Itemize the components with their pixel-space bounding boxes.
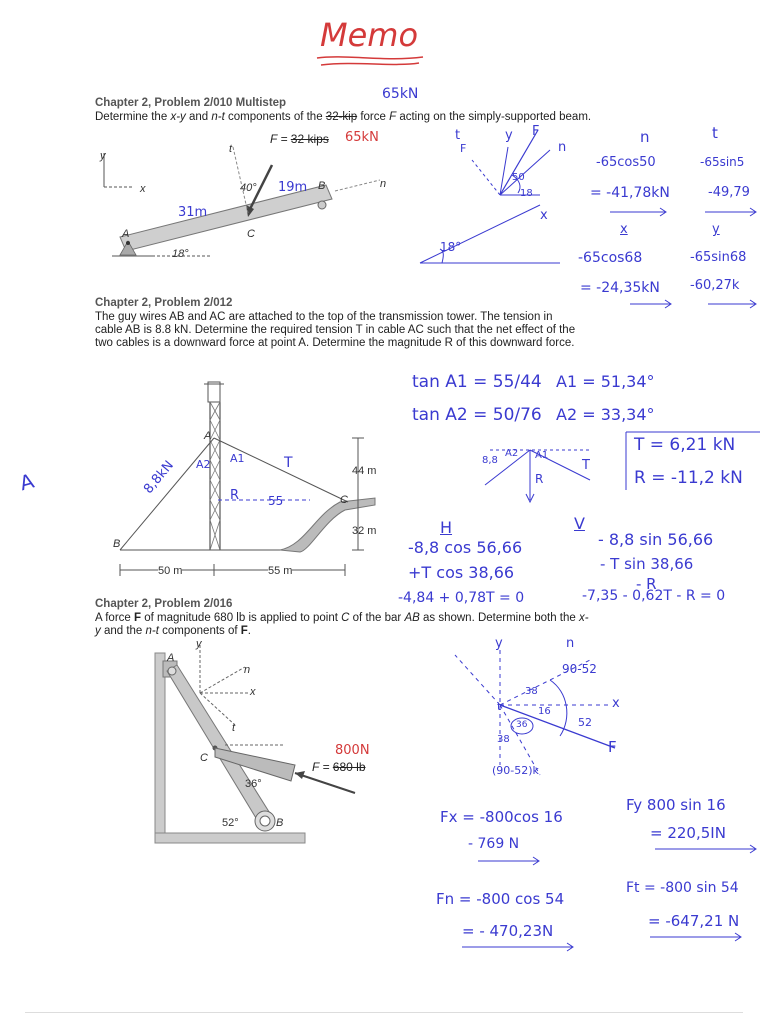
p3-calc-ft2: = -647,21 N: [648, 912, 740, 930]
memo-underline: [315, 52, 425, 72]
p2-calc-a1: A1 = 51,34°: [556, 372, 655, 391]
p1-calc-n2: = -41,78kN: [590, 185, 670, 201]
p1-sk-t: t: [455, 128, 461, 143]
p1-sk-n: n: [558, 140, 567, 155]
p2-fbd-88: 8,8: [482, 455, 498, 466]
p2-calc-v3: - R: [636, 575, 657, 593]
p1-calc-arrows2: [630, 297, 760, 311]
p2-calc-a2: A2 = 33,34°: [556, 405, 655, 424]
p3-fig-t: t: [232, 722, 236, 734]
p1-calc-arrows1: [610, 205, 760, 219]
p2-fig-hwA2: A2: [196, 458, 211, 471]
p2-fig-d55: 55 m: [268, 565, 293, 577]
p1-calc-x1: -65cos68: [578, 250, 643, 266]
p3-text1: A force F of magnitude 680 lb is applied to point C of the bar AB as shown. Determine both the x-: [95, 612, 589, 624]
p3-calc-fy2: = 220,5IN: [650, 824, 726, 842]
p2-fig-B: B: [113, 538, 121, 550]
p2-calc-tan1: tan A1 = 55/44: [412, 372, 542, 392]
p1-question: Determine the x-y and n-t components of the 32-kip force F acting on the simply-supported beam.: [95, 111, 592, 123]
p2-text3: two cables is a downward force at point A. Determine the magnitude R of this downward force.: [95, 337, 575, 349]
p3-calc-fn1: Fn = -800 cos 54: [436, 890, 565, 908]
p3-calc-fx1: Fx = -800cos 16: [440, 808, 563, 826]
p2-fig-hwT: T: [284, 455, 293, 471]
p2-fbd-T: T: [582, 458, 590, 473]
p1-fig-hw-force: 65kN: [345, 130, 379, 145]
p3-bar-figure: [155, 645, 355, 845]
p2-fbd-sketch: [480, 440, 620, 510]
p2-fig-h32: 32 m: [352, 525, 377, 537]
p1-sk-a18: 18: [520, 188, 533, 199]
p2-calc-H: H: [440, 518, 453, 537]
p1-sk-a50: 50: [512, 172, 525, 183]
p1-fig-B: B: [318, 180, 326, 192]
p3-calc-ft1: Ft = -800 sin 54: [626, 880, 739, 896]
p2-text2: cable AB is 8.8 kN. Determine the required tension T in cable AC such that the net effect of the: [95, 324, 576, 336]
p3-calc-arrow-fx: [478, 854, 548, 868]
p1-calc-x2: = -24,35kN: [580, 280, 660, 296]
p2-fig-d50: 50 m: [158, 565, 183, 577]
p3-fig-x: x: [250, 686, 256, 698]
p2-calc-v1: - 8,8 sin 56,66: [598, 530, 714, 549]
p1-sk-F: F: [532, 124, 540, 139]
p1-calc-x: x: [620, 222, 628, 237]
p3-fig-a52: 52°: [222, 817, 239, 829]
p3-sk-a16: 16: [538, 706, 551, 717]
p3-fig-A: A: [167, 652, 175, 664]
p1-calc-y: y: [712, 222, 720, 237]
p1-fig-hw31: 31m: [178, 205, 208, 220]
p2-fig-hwR: R: [230, 488, 240, 503]
p1-sk-x: x: [540, 208, 548, 223]
p1-sk-a18b: 18°: [440, 240, 462, 254]
p2-title: Chapter 2, Problem 2/012: [95, 297, 233, 309]
p3-title: Chapter 2, Problem 2/016: [95, 598, 233, 610]
p3-fig-y: y: [196, 638, 202, 650]
p1-fig-force-label: F = 32 kips: [270, 132, 329, 146]
p3-calc-arrow-fy: [655, 842, 765, 856]
p2-fbd-A2: A2: [505, 448, 519, 459]
p3-sk-y: y: [495, 636, 503, 651]
p1-beam-figure: [90, 125, 410, 270]
p1-calc-t1: -65sin5: [700, 155, 745, 169]
p2-fig-C: C: [340, 494, 348, 506]
p3-calc-arrow-ft: [650, 930, 750, 944]
p2-fbd-A1: A1: [535, 450, 549, 461]
p3-calc-fy1: Fy 800 sin 16: [626, 796, 726, 814]
p2-text1: The guy wires AB and AC are attached to the top of the transmission tower. The tension in: [95, 311, 553, 323]
p1-fig-ang18: 18°: [172, 248, 189, 260]
p1-fig-C: C: [247, 228, 255, 240]
p3-fig-hw800: 800N: [335, 743, 370, 758]
p3-fig-n: n: [244, 664, 251, 676]
p2-calc-h1: -8,8 cos 56,66: [408, 538, 523, 557]
p1-sk-y: y: [505, 128, 513, 143]
p2-calc-h3: -4,84 + 0,78T = 0: [398, 590, 525, 606]
p3-fig-B: B: [276, 817, 284, 829]
p3-sk-a9052: 90-52: [562, 662, 597, 676]
p2-fig-h44: 44 m: [352, 465, 377, 477]
p1-fig-hw19: 19m: [278, 180, 308, 195]
p2-fbd-R: R: [535, 472, 544, 486]
margin-mark: A: [17, 468, 37, 496]
p2-calc-V: V: [574, 514, 585, 533]
hw-force-top: 65kN: [382, 86, 419, 102]
memo-title: Memo: [320, 16, 419, 54]
p3-sk-a52: 52: [578, 716, 592, 729]
p2-fig-hw55: 55: [268, 494, 284, 508]
p1-calc-t: t: [712, 124, 718, 142]
p3-fig-a36: 36°: [245, 778, 262, 790]
p2-calc-v4: -7,35 - 0,62T - R = 0: [582, 588, 726, 604]
p3-calc-arrow-fn: [462, 940, 582, 954]
p1-fig-ang40: 40°: [240, 182, 257, 194]
p2-calc-h2: +T cos 38,66: [408, 563, 515, 582]
p3-calc-fn2: = - 470,23N: [462, 922, 554, 940]
p3-sk-t: t: [497, 700, 502, 713]
p1-fig-t: t: [229, 143, 233, 155]
p3-calc-fx2: - 769 N: [468, 836, 520, 852]
p1-sketch: [400, 125, 570, 265]
p1-calc-n: n: [640, 128, 650, 146]
p1-fig-x: x: [140, 183, 146, 195]
p2-calc-tan2: tan A2 = 50/76: [412, 405, 542, 425]
p1-calc-y2: -60,27k: [690, 278, 740, 293]
p2-calc-box: [624, 430, 764, 492]
p1-calc-y1: -65sin68: [690, 250, 747, 265]
p2-calc-v2: - T sin 38,66: [600, 555, 694, 573]
p3-text2: y and the n-t components of F.: [95, 625, 251, 637]
p3-sk-a9052k: (90-52)k: [492, 764, 539, 777]
p3-sk-x: x: [612, 696, 620, 711]
p1-title: Chapter 2, Problem 2/010 Multistep: [95, 97, 287, 109]
p1-fig-A: A: [122, 228, 130, 240]
p1-fig-n: n: [380, 178, 387, 190]
p1-sk-Fsmall: F: [460, 142, 467, 155]
p2-fig-hw88: 8,8kN: [141, 458, 177, 497]
p3-fig-force-label: F = 680 lb: [312, 760, 366, 774]
p2-fig-A: A: [204, 430, 212, 442]
p2-fig-hwA1: A1: [230, 452, 245, 465]
page-bottom-rule: [25, 1012, 743, 1013]
p2-tower-figure: [100, 380, 390, 580]
p3-sk-n: n: [566, 636, 575, 651]
p3-sk-a36: 36: [516, 720, 528, 730]
p1-calc-t2: -49,79: [708, 185, 750, 200]
p1-fig-y: y: [100, 150, 106, 162]
p1-calc-n1: -65cos50: [596, 155, 656, 170]
p2-calc-T: T = 6,21 kN: [634, 435, 736, 455]
p3-sk-a38b: 38: [497, 734, 510, 745]
p3-fig-C: C: [200, 752, 208, 764]
p2-calc-R: R = -11,2 kN: [634, 468, 743, 488]
p3-sk-F: F: [608, 738, 617, 756]
p3-sk-a38: 38: [525, 686, 538, 697]
